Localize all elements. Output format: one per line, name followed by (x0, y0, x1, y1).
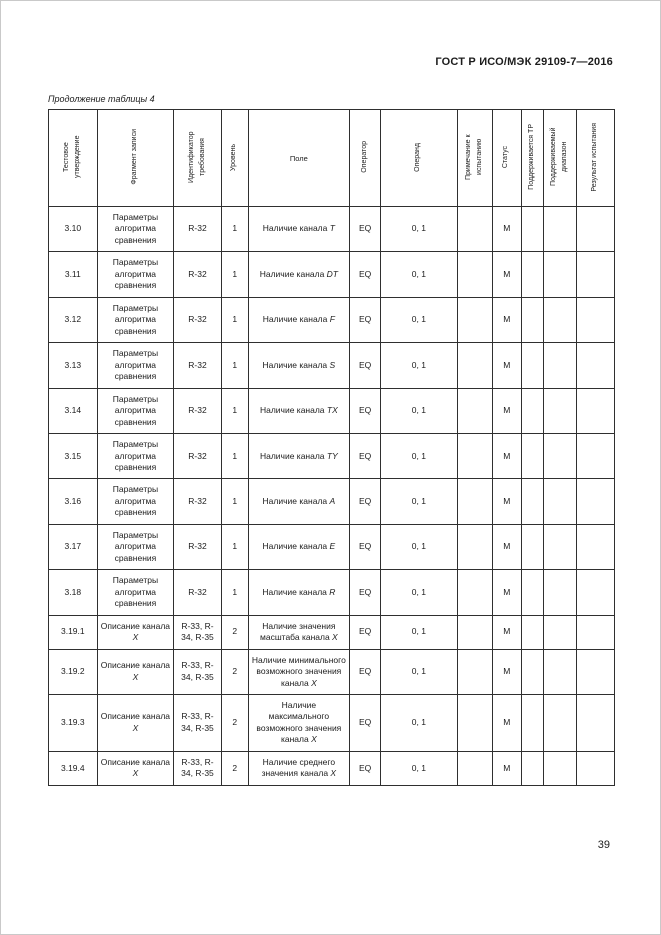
cell-supported-range (543, 751, 576, 785)
cell-test-result (576, 207, 614, 252)
cell-test-result (576, 524, 614, 569)
cell-field: Наличие канала TY (248, 434, 349, 479)
table-row (49, 207, 615, 252)
cell-supported-range (543, 570, 576, 615)
column-header-label: Фрагмент записи (130, 129, 138, 185)
column-header (492, 110, 521, 207)
cell-level: 1 (221, 297, 248, 342)
cell-test-assertion: 3.19.2 (49, 649, 98, 694)
cell-record-fragment: Параметры алгоритма сравнения (97, 388, 174, 433)
cell-field: Наличие канала A (248, 479, 349, 524)
table-body (49, 207, 615, 786)
cell-status: М (492, 615, 521, 649)
cell-operator: EQ (350, 695, 381, 752)
cell-record-fragment: Параметры алгоритма сравнения (97, 207, 174, 252)
cell-requirement-id: R-32 (174, 524, 222, 569)
column-header-label: Поле (289, 153, 308, 163)
table-row (49, 751, 615, 785)
cell-level: 1 (221, 343, 248, 388)
cell-test-assertion: 3.17 (49, 524, 98, 569)
cell-test-result (576, 615, 614, 649)
cell-level: 1 (221, 434, 248, 479)
table-caption: Продолжение таблицы 4 (48, 94, 155, 104)
column-header-label: Операнд (414, 142, 422, 172)
conformance-table (48, 109, 615, 786)
cell-requirement-id: R-32 (174, 343, 222, 388)
cell-field: Наличие минимального возможного значения канала X (248, 649, 349, 694)
cell-supported-range (543, 297, 576, 342)
cell-test-note (457, 297, 492, 342)
column-header (543, 110, 576, 207)
table-row (49, 570, 615, 615)
cell-test-assertion: 3.18 (49, 570, 98, 615)
cell-status: М (492, 388, 521, 433)
cell-test-note (457, 615, 492, 649)
cell-operand: 0, 1 (381, 252, 458, 297)
cell-operator: EQ (350, 570, 381, 615)
cell-operator: EQ (350, 297, 381, 342)
cell-status: М (492, 297, 521, 342)
cell-supported-tr (521, 388, 543, 433)
cell-status: М (492, 695, 521, 752)
cell-supported-tr (521, 297, 543, 342)
cell-requirement-id: R-32 (174, 297, 222, 342)
cell-requirement-id: R-32 (174, 252, 222, 297)
cell-test-result (576, 695, 614, 752)
cell-operand: 0, 1 (381, 388, 458, 433)
cell-field: Наличие канала E (248, 524, 349, 569)
cell-operand: 0, 1 (381, 343, 458, 388)
cell-status: М (492, 649, 521, 694)
cell-requirement-id: R-33, R-34, R-35 (174, 615, 222, 649)
cell-test-note (457, 388, 492, 433)
cell-supported-tr (521, 343, 543, 388)
cell-operand: 0, 1 (381, 649, 458, 694)
cell-record-fragment: Параметры алгоритма сравнения (97, 570, 174, 615)
cell-supported-tr (521, 524, 543, 569)
cell-operand: 0, 1 (381, 695, 458, 752)
column-header-label: Поддерживаемый диапазон (549, 127, 568, 187)
cell-record-fragment: Описание канала X (97, 695, 174, 752)
cell-supported-tr (521, 615, 543, 649)
cell-supported-range (543, 649, 576, 694)
page-number: 39 (597, 839, 610, 851)
cell-record-fragment: Параметры алгоритма сравнения (97, 343, 174, 388)
cell-field: Наличие канала F (248, 297, 349, 342)
cell-supported-range (543, 615, 576, 649)
cell-test-assertion: 3.15 (49, 434, 98, 479)
cell-record-fragment: Описание канала X (97, 649, 174, 694)
cell-operator: EQ (350, 479, 381, 524)
cell-operator: EQ (350, 615, 381, 649)
cell-operator: EQ (350, 207, 381, 252)
cell-level: 2 (221, 649, 248, 694)
cell-test-assertion: 3.10 (49, 207, 98, 252)
cell-operator: EQ (350, 434, 381, 479)
cell-test-assertion: 3.19.3 (49, 695, 98, 752)
cell-level: 1 (221, 570, 248, 615)
table-header-row (49, 110, 615, 207)
cell-level: 1 (221, 524, 248, 569)
cell-supported-range (543, 388, 576, 433)
column-header (521, 110, 543, 207)
cell-operand: 0, 1 (381, 524, 458, 569)
column-header (457, 110, 492, 207)
cell-test-assertion: 3.19.4 (49, 751, 98, 785)
cell-operand: 0, 1 (381, 207, 458, 252)
cell-test-result (576, 388, 614, 433)
cell-operator: EQ (350, 524, 381, 569)
cell-operand: 0, 1 (381, 751, 458, 785)
column-header-label: Статус (502, 145, 510, 169)
cell-supported-range (543, 524, 576, 569)
cell-requirement-id: R-32 (174, 434, 222, 479)
column-header-label: Уровень (230, 143, 238, 171)
cell-test-assertion: 3.13 (49, 343, 98, 388)
cell-test-assertion: 3.19.1 (49, 615, 98, 649)
cell-field: Наличие канала TX (248, 388, 349, 433)
cell-test-result (576, 343, 614, 388)
cell-test-result (576, 434, 614, 479)
cell-record-fragment: Описание канала X (97, 615, 174, 649)
cell-level: 2 (221, 695, 248, 752)
cell-status: М (492, 343, 521, 388)
column-header-label: Результат испытания (590, 122, 598, 192)
cell-field: Наличие канала DT (248, 252, 349, 297)
cell-supported-range (543, 434, 576, 479)
cell-operand: 0, 1 (381, 570, 458, 615)
cell-test-result (576, 479, 614, 524)
cell-record-fragment: Параметры алгоритма сравнения (97, 252, 174, 297)
cell-status: М (492, 524, 521, 569)
table-row (49, 434, 615, 479)
cell-test-assertion: 3.12 (49, 297, 98, 342)
cell-operator: EQ (350, 388, 381, 433)
cell-status: М (492, 207, 521, 252)
column-header (576, 110, 614, 207)
column-header (350, 110, 381, 207)
cell-field: Наличие канала S (248, 343, 349, 388)
cell-supported-range (543, 479, 576, 524)
table-row (49, 252, 615, 297)
cell-test-note (457, 751, 492, 785)
cell-status: М (492, 252, 521, 297)
cell-operator: EQ (350, 751, 381, 785)
cell-requirement-id: R-33, R-34, R-35 (174, 649, 222, 694)
cell-supported-range (543, 343, 576, 388)
cell-operator: EQ (350, 252, 381, 297)
table-header (49, 110, 615, 207)
table-row (49, 649, 615, 694)
cell-test-result (576, 649, 614, 694)
column-header-label: Поддерживается ТР (527, 124, 535, 190)
cell-record-fragment: Параметры алгоритма сравнения (97, 479, 174, 524)
cell-field: Наличие значения масштаба канала X (248, 615, 349, 649)
cell-supported-tr (521, 434, 543, 479)
cell-status: М (492, 570, 521, 615)
cell-requirement-id: R-32 (174, 207, 222, 252)
column-header-label: Тестовое утверждение (62, 135, 81, 179)
cell-operand: 0, 1 (381, 434, 458, 479)
cell-supported-tr (521, 479, 543, 524)
table-row (49, 388, 615, 433)
cell-test-note (457, 649, 492, 694)
cell-level: 1 (221, 207, 248, 252)
table-row (49, 343, 615, 388)
cell-record-fragment: Параметры алгоритма сравнения (97, 434, 174, 479)
cell-field: Наличие канала T (248, 207, 349, 252)
cell-level: 1 (221, 252, 248, 297)
cell-record-fragment: Параметры алгоритма сравнения (97, 297, 174, 342)
table-row (49, 615, 615, 649)
table-row (49, 524, 615, 569)
cell-status: М (492, 434, 521, 479)
cell-status: М (492, 751, 521, 785)
cell-requirement-id: R-33, R-34, R-35 (174, 695, 222, 752)
cell-operand: 0, 1 (381, 615, 458, 649)
cell-test-note (457, 524, 492, 569)
cell-supported-range (543, 695, 576, 752)
cell-test-result (576, 252, 614, 297)
cell-test-note (457, 479, 492, 524)
cell-test-note (457, 207, 492, 252)
cell-requirement-id: R-32 (174, 388, 222, 433)
cell-supported-tr (521, 751, 543, 785)
cell-test-result (576, 570, 614, 615)
column-header (381, 110, 458, 207)
cell-level: 2 (221, 615, 248, 649)
cell-field: Наличие среднего значения канала X (248, 751, 349, 785)
cell-level: 1 (221, 479, 248, 524)
cell-level: 1 (221, 388, 248, 433)
cell-test-result (576, 751, 614, 785)
column-header (174, 110, 222, 207)
column-header (97, 110, 174, 207)
cell-test-note (457, 570, 492, 615)
cell-test-assertion: 3.16 (49, 479, 98, 524)
table-row (49, 297, 615, 342)
cell-test-note (457, 252, 492, 297)
cell-record-fragment: Описание канала X (97, 751, 174, 785)
cell-test-note (457, 434, 492, 479)
cell-operator: EQ (350, 343, 381, 388)
cell-operator: EQ (350, 649, 381, 694)
cell-supported-tr (521, 695, 543, 752)
table-row (49, 695, 615, 752)
cell-status: М (492, 479, 521, 524)
cell-test-note (457, 695, 492, 752)
column-header-label: Идентификатор требования (187, 131, 206, 183)
cell-test-assertion: 3.11 (49, 252, 98, 297)
document-header-title: ГОСТ Р ИСО/МЭК 29109-7—2016 (435, 56, 613, 68)
cell-requirement-id: R-33, R-34, R-35 (174, 751, 222, 785)
table-row (49, 479, 615, 524)
cell-supported-tr (521, 570, 543, 615)
column-header (248, 110, 349, 207)
column-header-label: Примечание к испытанию (464, 134, 483, 180)
cell-record-fragment: Параметры алгоритма сравнения (97, 524, 174, 569)
column-header-label: Оператор (360, 141, 368, 173)
cell-supported-range (543, 207, 576, 252)
cell-requirement-id: R-32 (174, 570, 222, 615)
column-header (49, 110, 98, 207)
cell-field: Наличие канала R (248, 570, 349, 615)
cell-supported-tr (521, 252, 543, 297)
cell-supported-range (543, 252, 576, 297)
cell-supported-tr (521, 207, 543, 252)
column-header (221, 110, 248, 207)
cell-operand: 0, 1 (381, 297, 458, 342)
cell-test-assertion: 3.14 (49, 388, 98, 433)
cell-supported-tr (521, 649, 543, 694)
cell-requirement-id: R-32 (174, 479, 222, 524)
cell-test-note (457, 343, 492, 388)
cell-level: 2 (221, 751, 248, 785)
cell-field: Наличие максимального возможного значения канала X (248, 695, 349, 752)
cell-operand: 0, 1 (381, 479, 458, 524)
cell-test-result (576, 297, 614, 342)
